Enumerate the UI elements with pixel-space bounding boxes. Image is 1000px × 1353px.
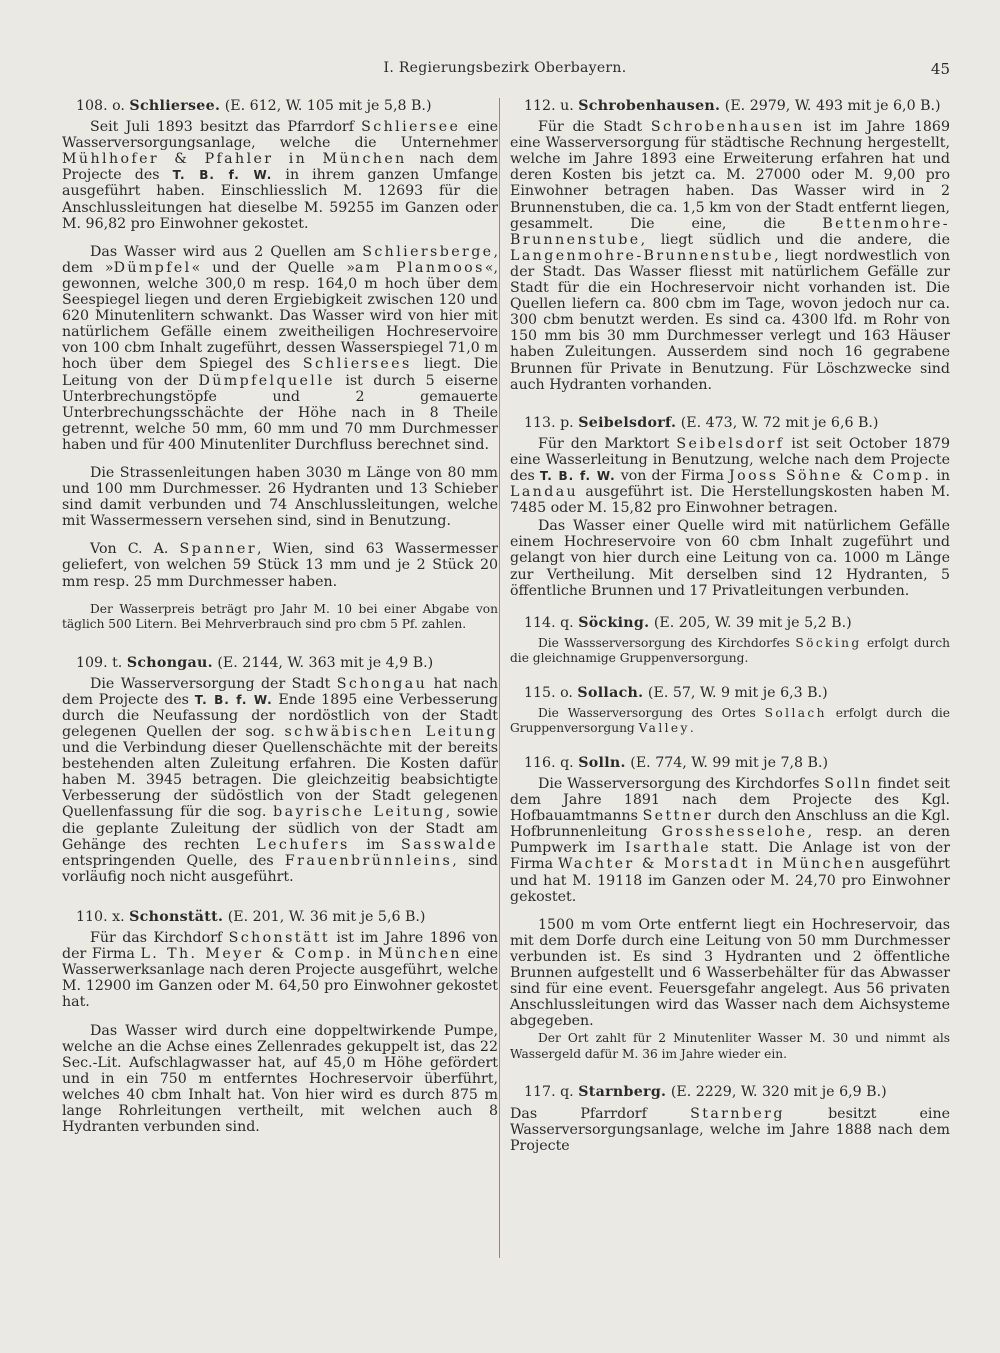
paragraph: Seit Juli 1893 besitzt das Pfarrdorf Schliersee eine Wasserversorgungsanlage, welche die Unternehmer Mühlhofer & Pfahler in München nach dem Projecte des T. B. f. W. in ihrem ganzen Umfange ausgeführt haben. Einschliesslich M. 12693 für die Anschlussleitungen hat dieselbe M. 59255 im Ganzen oder M. 96,82 pro Einwohner gekostet. [62,119,499,232]
paragraph: 1500 m vom Orte entfernt liegt ein Hochreservoir, das mit dem Dorfe durch eine Leitung von 50 mm Durchmesser verbunden ist. Es sind 3 Hydranten und 2 öffentliche Brunnen aufgestellt und 6 Wasserbehälter für das Abwasser sind für eine event. Feuersgefahr angelegt. Aus 56 privaten Anschlussleitungen wird das Wasser nach dem Aichsysteme abgegeben. [510,916,950,1030]
entry-113 [510,415,950,599]
entry-place: Schrobenhausen. [578,98,721,114]
entry-112 [510,98,950,393]
entry-number: 115. o. [524,684,573,701]
entry-heading [510,1084,950,1100]
entry-place: Starnberg. [578,1084,667,1101]
paragraph: Von C. A. Spanner, Wien, sind 63 Wassermesser geliefert, von welchen 59 Stück 13 mm und je 2 Stück 20 mm resp. 25 mm Durchmesser haben. [62,541,498,590]
entry-heading [62,655,498,671]
paragraph: Die Wasserversorgung der Stadt Schongau hat nach dem Projecte des T. B. f. W. Ende 1895 eine Verbesserung durch die Neufassung der nordöstlich von der Stadt gelegenen Quellen der sog. schwäbischen Leitung und die Verbindung dieser Quellenschächte mit der bereits bestehenden alten Zuleitung erfahren. Die Kosten dafür haben M. 3945 betragen. Die gleichzeitig beabsichtigte Verbesserung der südöstlich von der Stadt gelegenen Quellenfassung für die sog. bayrische Leitung, sowie die geplante Zuleitung der südlich von der Stadt am Gehänge des rechten Lechufers im Sasswalde entspringenden Quelle, des Frauenbrünnleins, sind vorläufig noch nicht ausgeführt. [62,675,498,885]
entry-115 [510,685,950,737]
paragraph: Das Wasser einer Quelle wird mit natürlichem Gefälle einem Hochreservoire von 60 cbm Inhalt zugeführt und gelangt von hier durch eine Leitung von ca. 1000 m Länge zur Vertheilung. Mit derselben sind 12 Hydranten, 5 öffentliche Brunnen und 17 Privatleitungen verbunden. [510,518,950,599]
paragraph: Die Strassenleitungen haben 3030 m Länge von 80 mm und 100 mm Durchmesser. 26 Hydranten und 13 Schieber sind damit verbunden und 74 Anschlussleitungen, welche mit Wassermessern versehen sind, sind in Benutzung. [62,464,498,530]
entry-heading [510,98,950,114]
note: Die Wasserversorgung des Ortes Sollach erfolgt durch die Gruppenversorgung Valley. [510,705,950,736]
entry-109 [62,655,498,885]
entry-114 [510,615,950,667]
column-divider [499,98,500,1258]
entry-heading [62,98,498,114]
entry-heading [510,615,950,631]
paragraph: Das Wasser wird durch eine doppeltwirkende Pumpe, welche an die Achse eines Zellenrades gekuppelt ist, das 22 Sec.-Lit. Aufschlagwasser hat, auf 45,0 m Höhe gefördert und in ein 750 m entferntes Hochreservoir überführt, welches 40 cbm Inhalt hat. Von hier wird es durch 875 m lange Rohrleitungen vertheilt, mit welchen auch 8 Hydranten verbunden sind. [62,1022,498,1136]
entry-number: 109. t. [76,654,123,671]
entry-108 [62,98,498,633]
entry-place: Sollach. [577,684,644,701]
entry-meta: (E. 612, W. 105 mit je 5,8 B.) [224,98,432,114]
entry-number: 112. u. [524,98,574,114]
page-header [60,60,950,82]
entry-place: Söcking. [578,614,650,631]
price-note: Der Ort zahlt für 2 Minutenliter Wasser M. 30 und nimmt als Wassergeld dafür M. 36 im Jahre wieder ein. [510,1031,950,1061]
running-head: I. Regierungsbezirk Oberbayern. [383,60,627,76]
entry-place: Schongau. [126,654,213,671]
page-number: 45 [930,60,950,78]
entry-number: 113. p. [524,414,574,431]
entry-110 [62,909,498,1135]
entry-heading [62,909,498,925]
entry-number: 110. x. [76,908,125,925]
entry-meta: (E. 205, W. 39 mit je 5,2 B.) [653,614,852,631]
entry-meta: (E. 2229, W. 320 mit je 6,9 B.) [670,1084,887,1101]
entry-heading [510,415,950,431]
entry-116 [510,755,950,1063]
paragraph: Für den Marktort Seibelsdorf ist seit October 1879 eine Wasserleitung in Benutzung, welche nach dem Projecte des T. B. f. W. von der Firma Jooss Söhne & Comp. in Landau ausgeführt ist. Die Herstellungskosten haben M. 7485 oder M. 15,82 pro Einwohner betragen. [510,435,950,517]
paragraph: Die Wasserversorgung des Kirchdorfes Solln findet seit dem Jahre 1891 nach dem Projecte des Kgl. Hofbauamtmanns Settner durch den Anschluss an die Kgl. Hofbrunnenleitung Grosshesselohe, resp. an deren Pumpwerk im Isarthale statt. Die Anlage ist von der Firma Wachter & Morstadt in München ausgeführt und hat M. 19118 im Ganzen oder M. 24,70 pro Einwohner gekostet. [510,776,951,905]
entry-place: Seibelsdorf. [578,414,677,431]
entry-meta: (E. 201, W. 36 mit je 5,6 B.) [227,908,426,925]
paragraph: Das Wasser wird aus 2 Quellen am Schliersberge, dem »Dümpfel« und der Quelle »am Planmoos«, gewonnen, welche 300,0 m resp. 164,0 m hoch über dem Seespiegel liegen und deren Ergiebigkeit zwischen 120 und 620 Minutenlitern schwankt. Das Wasser wird von hier mit natürlichem Gefälle einem zweitheiligen Hochreservoire von 100 cbm Inhalt zugeführt, dessen Wasserspiegel 71,0 m hoch über dem Spiegel des Schliersees liegt. Die Leitung von der Dümpfelquelle ist durch 5 eiserne Unterbrechungstöpfe und 2 gemauerte Unterbrechungsschächte der Höhe nach in 8 Theile getrennt, welche 50 mm, 60 mm und 70 mm Durchmesser haben und für 400 Minutenliter Durchfluss berechnet sind. [62,243,499,453]
entry-meta: (E. 774, W. 99 mit je 7,8 B.) [630,754,829,771]
entry-number: 117. q. [524,1084,574,1101]
entry-meta: (E. 57, W. 9 mit je 6,3 B.) [647,684,828,701]
paragraph: Für das Kirchdorf Schonstätt ist im Jahre 1896 von der Firma L. Th. Meyer & Comp. in München eine Wasserwerksanlage nach deren Projecte ausgeführt, welche M. 12900 im Ganzen oder M. 64,50 pro Einwohner gekostet hat. [62,930,498,1011]
entry-heading [510,685,950,701]
entry-117 [510,1084,950,1153]
right-column [510,98,950,1166]
entry-number: 116. q. [524,754,574,771]
left-column [62,98,498,1147]
note: Die Wassserversorgung des Kirchdorfes Söcking erfolgt durch die gleichnamige Gruppenversorgung. [510,635,950,666]
entry-meta: (E. 473, W. 72 mit je 6,6 B.) [680,414,879,431]
entry-meta: (E. 2979, W. 493 mit je 6,0 B.) [724,98,941,114]
price-note: Der Wasserpreis beträgt pro Jahr M. 10 bei einer Abgabe von täglich 500 Litern. Bei Mehrverbrauch sind pro cbm 5 Pf. zahlen. [62,601,498,632]
paragraph: Das Pfarrdorf Starnberg besitzt eine Wasserversorgungsanlage, welche im Jahre 1888 nach dem Projecte [510,1105,950,1154]
entry-heading [510,755,950,771]
entry-place: Solln. [578,754,626,771]
entry-place: Schliersee. [129,98,221,114]
paragraph: Für die Stadt Schrobenhausen ist im Jahre 1869 eine Wasserversorgung für städtische Rechnung hergestellt, welche im Jahre 1893 eine Erweiterung erfahren hat und deren Kosten bis jetzt ca. M. 27000 oder M. 9,00 pro Einwohner betragen haben. Das Wasser wird in 2 Brunnenstuben, die ca. 1,5 km von der Stadt entfernt liegen, gesammelt. Die eine, die Bettenmohre-Brunnenstube, liegt südlich und die andere, die Langenmohre-Brunnenstube, liegt nordwestlich von der Stadt. Das Wasser fliesst mit natürlichem Gefälle zur Stadt für die ein Hochreservoir nicht vorhanden ist. Die Quellen liefern ca. 800 cbm im Tage, wovon jedoch nur ca. 300 cbm benutzt werden. Es sind ca. 4300 lfd. m Rohr von 150 mm bis 30 mm Durchmesser verlegt und 163 Häuser haben Zuleitungen. Ausserdem sind noch 16 gegrabene Brunnen für Private in Benutzung. Für Löschzwecke sind auch Hydranten vorhanden. [510,119,950,393]
entry-number: 114. q. [524,614,574,631]
entry-place: Schonstätt. [129,908,224,925]
entry-number: 108. o. [76,98,125,114]
entry-meta: (E. 2144, W. 363 mit je 4,9 B.) [217,654,434,671]
